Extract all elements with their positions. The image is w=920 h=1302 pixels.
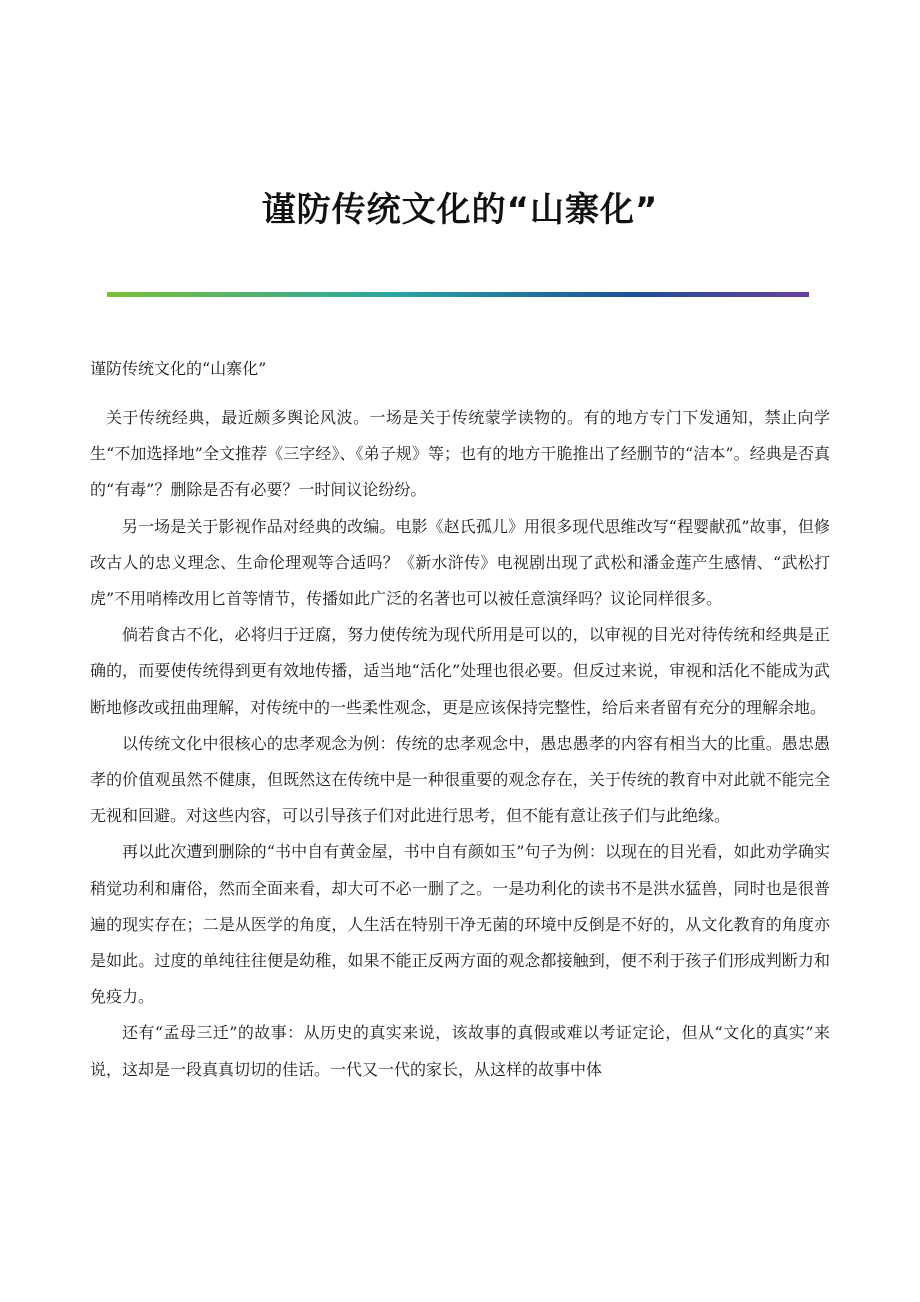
- title-divider: [107, 292, 809, 297]
- document-title: 谨防传统文化的“山寨化”: [261, 190, 659, 230]
- paragraph: 再以此次遭到删除的“书中自有黄金屋，书中自有颜如玉”句子为例：以现在的目光看，如此劝学确实稍觉功利和庸俗，然而全面来看，却大可不必一删了之。一是功利化的读书不是洪水猛兽，同时也是很普遍的现实存在；二是从医学的角度，人生活在特别干净无菌的环境中反倒是不好的，从文化教育的角度亦是如此。过度的单纯往往便是幼稚，如果不能正反两方面的观念都接触到，便不利于孩子们形成判断力和免疫力。: [90, 842, 830, 1007]
- paragraph: 还有“孟母三迁”的故事：从历史的真实来说，该故事的真假或难以考证定论，但从“文化的真实”来说，这却是一段真真切切的佳话。一代又一代的家长，从这样的故事中体: [90, 1023, 830, 1079]
- paragraph: 另一场是关于影视作品对经典的改编。电影《赵氏孤儿》用很多现代思维改写“程婴献孤”故事，但修改古人的忠义理念、生命伦理观等合适吗？《新水浒传》电视剧出现了武松和潘金莲产生感情、“武松打虎”不用哨棒改用匕首等情节，传播如此广泛的名著也可以被任意演绎吗？议论同样很多。: [90, 516, 830, 609]
- document-subtitle: 谨防传统文化的“山寨化”: [90, 359, 267, 378]
- paragraph: 以传统文化中很核心的忠孝观念为例：传统的忠孝观念中，愚忠愚孝的内容有相当大的比重。愚忠愚孝的价值观虽然不健康，但既然这在传统中是一种很重要的观念存在，关于传统的教育中对此就不能完全无视和回避。对这些内容，可以引导孩子们对此进行思考，但不能有意让孩子们与此绝缘。: [90, 733, 830, 826]
- paragraph: 关于传统经典，最近颇多舆论风波。一场是关于传统蒙学读物的。有的地方专门下发通知，禁止向学生“不加选择地”全文推荐《三字经》、《弟子规》等；也有的地方干脆推出了经删节的“洁本”。经典是否真的“有毒”？删除是否有必要？一时间议论纷纷。: [90, 408, 830, 500]
- paragraph: 倘若食古不化，必将归于迂腐，努力使传统为现代所用是可以的，以审视的目光对待传统和经典是正确的，而要使传统得到更有效地传播，适当地“活化”处理也很必要。但反过来说，审视和活化不能成为武断地修改或扭曲理解，对传统中的一些柔性观念，更是应该保持完整性，给后来者留有充分的理解余地。: [90, 625, 830, 717]
- document-body: [90, 400, 830, 1088]
